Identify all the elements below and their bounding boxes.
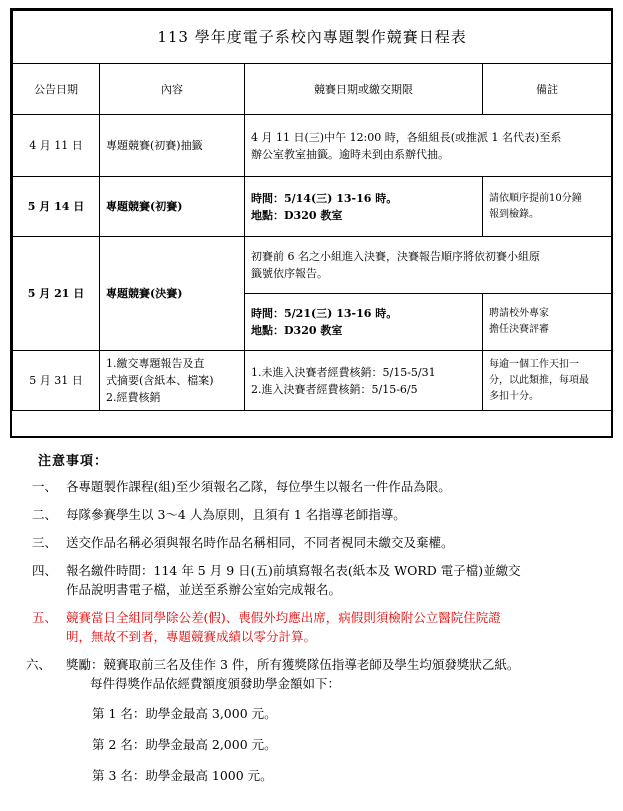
schedule-table <box>12 10 612 411</box>
schedule-table-frame <box>10 8 613 438</box>
period-line: 辦公室教室抽籤。逾時未到由系辦代抽。 <box>251 147 449 161</box>
row-content: 專題競賽(決賽) <box>100 237 245 351</box>
note-line: 擔任決賽評審 <box>489 324 549 335</box>
content-line: 1.繳交專題報告及直 <box>106 357 205 370</box>
row-note <box>483 177 612 237</box>
content-line: 2.經費核銷 <box>106 391 161 404</box>
note-text: 競賽當日全組同學除公差(假)、喪假外均應出席，病假則須檢附公立醫院住院證 <box>66 610 501 625</box>
table-row <box>13 115 612 177</box>
table-title: 113 學年度電子系校內專題製作競賽日程表 <box>13 11 612 64</box>
note-text: 送交作品名稱必須與報名時作品名稱相同，不同者視同未繳交及棄權。 <box>66 535 454 550</box>
period-line: 4 月 11 日(三)中午 12:00 時，各組組長(或推派 1 名代表)至系 <box>251 130 562 144</box>
row-note <box>483 351 612 411</box>
note-text: 每件得獎作品依經費額度頒發助學金額如下： <box>90 676 341 691</box>
table-row <box>13 177 612 237</box>
place-line: 地點：D320 教室 <box>251 324 343 337</box>
content-line: 式摘要(含紙本、檔案) <box>106 374 214 387</box>
desc-line: 初賽前 6 名之小組進入決賽，決賽報告順序將依初賽小組原 <box>251 250 540 263</box>
note-text: 報名繳件時間：114 年 5 月 9 日(五)前填寫報名表(紙本及 WORD 電子檔)並繳交 <box>66 563 521 578</box>
note-number: 三、 <box>32 535 58 550</box>
row-period <box>245 294 483 351</box>
note-item <box>18 655 618 674</box>
row-date: 5 月 31 日 <box>13 351 100 411</box>
note-item-warning <box>18 608 618 646</box>
note-text: 作品說明書電子檔，並送至系辦公室始完成報名。 <box>66 582 342 597</box>
note-line: 聘請校外專家 <box>489 308 549 319</box>
row-period <box>245 115 612 177</box>
row-content <box>100 351 245 411</box>
table-row <box>13 237 612 294</box>
note-item <box>18 477 618 496</box>
note-number: 四、 <box>32 563 58 578</box>
award-line: 第 3 名：助學金最高 1000 元。 <box>92 768 273 783</box>
note-line: 報到檢錄。 <box>489 208 539 220</box>
note-line: 每逾一個工作天扣一 <box>489 358 579 370</box>
row-period <box>245 351 483 411</box>
note-text: 每隊參賽學生以 3～4 人為原則，且須有 1 名指導老師指導。 <box>66 507 406 522</box>
note-line: 分，以此類推，每項最 <box>489 374 589 386</box>
place-line: 地點：D320 教室 <box>251 208 343 222</box>
row-content: 專題競賽(初賽)抽籤 <box>100 115 245 177</box>
note-item <box>18 561 618 599</box>
row-date: 4 月 11 日 <box>13 115 100 177</box>
notes-section <box>18 450 618 786</box>
time-line: 時間：5/21(三) 13-16 時。 <box>251 307 398 320</box>
row-description <box>245 237 612 294</box>
header-announce-date: 公告日期 <box>13 64 100 115</box>
award-line: 第 1 名：助學金最高 3,000 元。 <box>92 706 277 721</box>
note-number: 一、 <box>32 479 58 494</box>
header-deadline: 競賽日期或繳交期限 <box>245 64 483 115</box>
note-text: 明，無故不到者，專題競賽成績以零分計算。 <box>66 629 317 644</box>
row-note <box>483 294 612 351</box>
table-row <box>13 351 612 411</box>
header-content: 內容 <box>100 64 245 115</box>
note-line: 請依順序提前10分鐘 <box>489 192 582 204</box>
note-text: 各專題製作課程(組)至少須報名乙隊，每位學生以報名一件作品為限。 <box>66 479 451 494</box>
award-line: 第 2 名：助學金最高 2,000 元。 <box>92 737 277 752</box>
period-line: 2.進入決賽者經費核銷：5/15-6/5 <box>251 382 418 396</box>
header-notes: 備註 <box>483 64 612 115</box>
note-item <box>18 533 618 552</box>
note-line: 多扣十分。 <box>489 390 539 402</box>
row-content: 專題競賽(初賽) <box>100 177 245 237</box>
note-number: 六、 <box>26 657 52 672</box>
row-date: 5 月 21 日 <box>13 237 100 351</box>
period-line: 1.未進入決賽者經費核銷：5/15-5/31 <box>251 365 436 379</box>
note-text: 獎勵：競賽取前三名及佳作 3 件，所有獲獎隊伍指導老師及學生均頒發獎狀乙紙。 <box>66 657 520 672</box>
desc-line: 籤號依序報告。 <box>251 267 328 280</box>
note-number: 五、 <box>32 610 58 625</box>
note-number: 二、 <box>32 507 58 522</box>
row-date: 5 月 14 日 <box>13 177 100 237</box>
row-period <box>245 177 483 237</box>
time-line: 時間：5/14(三) 13-16 時。 <box>251 191 398 205</box>
notes-heading: 注意事項： <box>38 454 109 469</box>
note-item <box>18 505 618 524</box>
table-header-row <box>13 64 612 115</box>
